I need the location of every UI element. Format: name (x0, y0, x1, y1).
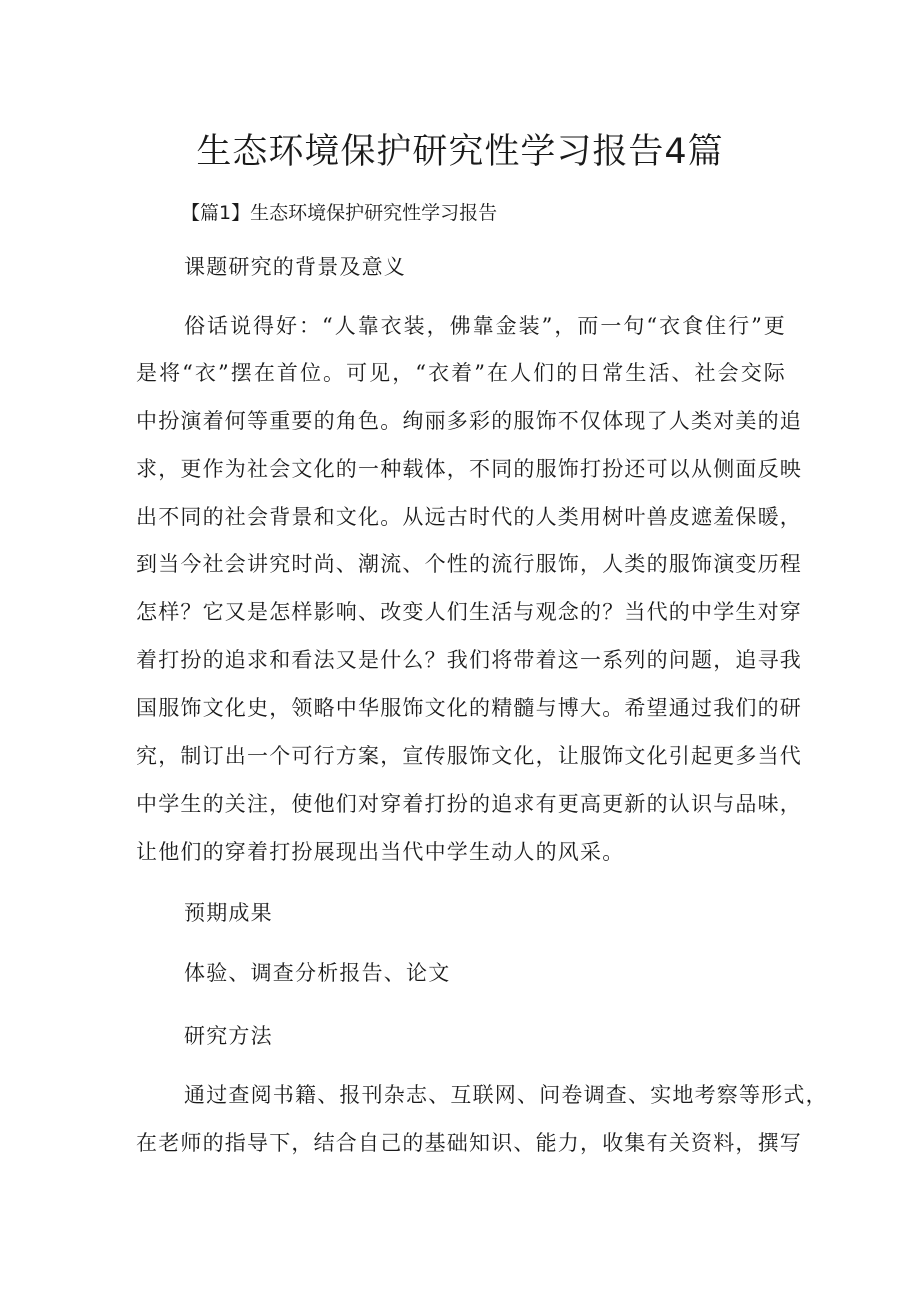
paragraph-line: 在老师的指导下，结合自己的基础知识、能力，收集有关资料，撰写 (136, 1131, 802, 1155)
paragraph-line: 通过查阅书籍、报刊杂志、互联网、问卷调查、实地考察等形式， (184, 1083, 828, 1107)
subheading-methods: 研究方法 (184, 1024, 273, 1048)
paragraph-line: 中学生的关注，使他们对穿着打扮的追求有更高更新的认识与品味， (136, 792, 802, 816)
document-title: 生态环境保护研究性学习报告4篇 (196, 132, 724, 172)
results-text: 体验、调查分析报告、论文 (184, 961, 451, 985)
paragraph-line: 中扮演着何等重要的角色。绚丽多彩的服饰不仅体现了人类对美的追 (136, 409, 802, 433)
paragraph-line: 究，制订出一个可行方案，宣传服饰文化，让服饰文化引起更多当代 (136, 744, 802, 768)
subheading-background: 课题研究的背景及意义 (184, 255, 406, 279)
paragraph-line: 求，更作为社会文化的一种载体，不同的服饰打扮还可以从侧面反映 (136, 457, 802, 481)
paragraph-line: 国服饰文化史，领略中华服饰文化的精髓与博大。希望通过我们的研 (136, 696, 802, 720)
section-heading: 【篇1】生态环境保护研究性学习报告 (181, 202, 498, 224)
paragraph-line: 到当今社会讲究时尚、潮流、个性的流行服饰，人类的服饰演变历程 (136, 552, 802, 576)
paragraph-line: 让他们的穿着打扮展现出当代中学生动人的风采。 (136, 840, 625, 864)
paragraph-line: 怎样？它又是怎样影响、改变人们生活与观念的？当代的中学生对穿 (136, 600, 802, 624)
paragraph-line: 出不同的社会背景和文化。从远古时代的人类用树叶兽皮遮羞保暖， (136, 505, 802, 529)
subheading-results: 预期成果 (184, 901, 273, 925)
paragraph-line: 俗话说得好：“人靠衣装，佛靠金装”，而一句“衣食住行”更 (184, 314, 786, 338)
paragraph-line: 着打扮的追求和看法又是什么？我们将带着这一系列的问题，追寻我 (136, 648, 802, 672)
paragraph-line: 是将“衣”摆在首位。可见，“衣着”在人们的日常生活、社会交际 (136, 361, 786, 385)
